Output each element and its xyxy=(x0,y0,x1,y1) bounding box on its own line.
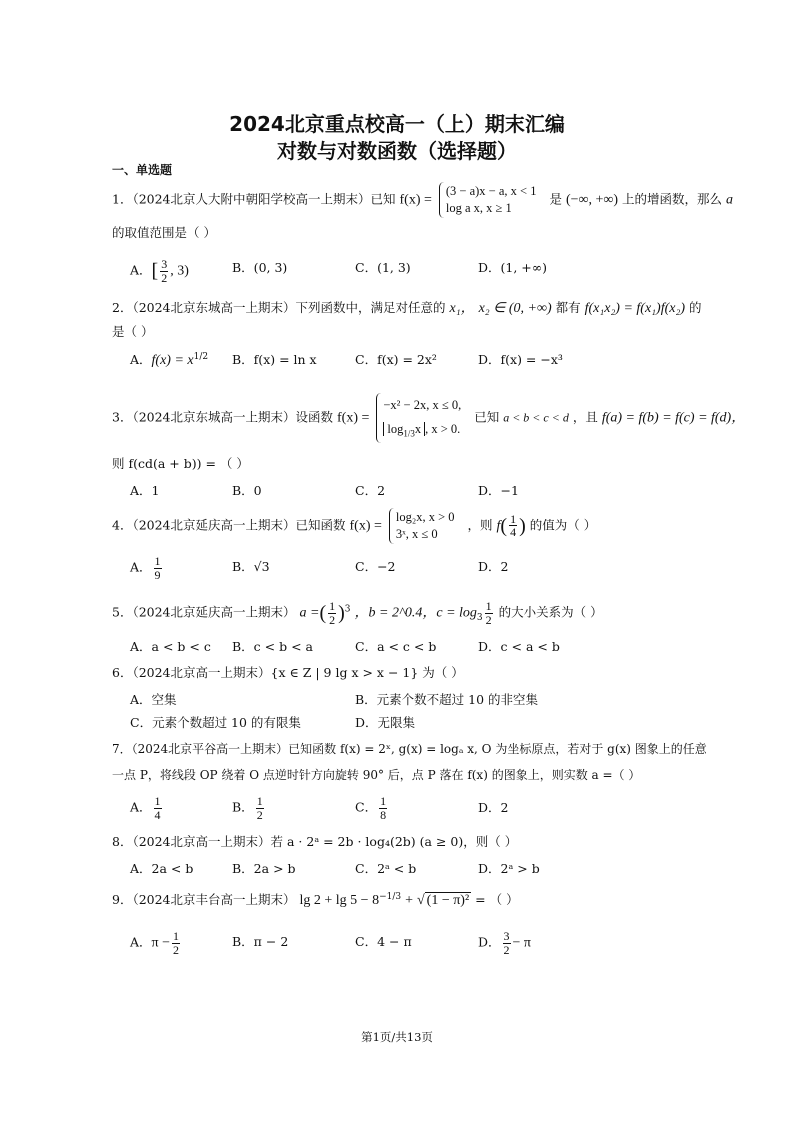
question-5: 5．（2024北京延庆高一上期末） a =( $\frac{1}{2}$ )$^3$ ，b = 2^0.4，$c = \log_3$ $\frac{1}{2}$ 的大小关系为（ ） xyxy=(112,599,603,627)
q7-option-c: C． $\frac{1}{8}$ xyxy=(355,794,387,822)
q6-option-c: C．元素个数超过 10 的有限集 xyxy=(130,715,301,730)
piecewise-brace: (3 − a)x − a, x < 1 log a x, x ≥ 1 xyxy=(439,182,543,218)
q2-option-c: C．f(x) = 2x² xyxy=(355,352,437,367)
q1-option-c: C．(1, 3) xyxy=(355,260,411,275)
q8-option-b: B．2a > b xyxy=(232,861,296,876)
q7-option-d: D．2 xyxy=(478,800,509,815)
q5-option-c: C．a < c < b xyxy=(355,639,437,654)
q1-option-a: A．[ $\frac{3}{2}$ , 3) xyxy=(130,257,189,285)
q9-option-c: C．4 − π xyxy=(355,934,412,949)
q8-option-d: D．2ᵃ > b xyxy=(478,861,540,876)
piecewise-brace: log₂x, x > 0 3ˣ, x ≤ 0 xyxy=(389,508,461,544)
document-subtitle: 对数与对数函数（选择题） xyxy=(277,139,517,163)
question-3: 3．（2024北京东城高一上期末）设函数 f(x) = −x² − 2x, x ≤ 0, $\log_{1/3}x$ , x > 0. 已知 a < b < c < d ，且 f(a) = f(b) = f(c) = f(d)， xyxy=(112,393,745,443)
q6-option-a: A．空集 xyxy=(130,692,177,707)
question-2-line2: 是（ ） xyxy=(112,324,154,339)
q9-option-b: B．π − 2 xyxy=(232,934,289,949)
question-4: 4．（2024北京延庆高一上期末）已知函数 f(x) = log₂x, x > 0 3ˣ, x ≤ 0 ，则 f( $\frac{1}{4}$ ) 的值为（ ） xyxy=(112,508,596,544)
question-7-line2: 一点 P，将线段 OP 绕着 O 点逆时针方向旋转 90° 后，点 P 落在 f(x) 的图象上，则实数 a =（ ） xyxy=(112,768,641,782)
q7-option-b: B． $\frac{1}{2}$ xyxy=(232,794,263,822)
q8-option-a: A．2a < b xyxy=(130,861,194,876)
q9-option-d: D． $\frac{3}{2}$ − π xyxy=(478,929,531,957)
q8-option-c: C．2ᵃ < b xyxy=(355,861,417,876)
q4-option-b: B．√3 xyxy=(232,559,270,574)
q5-option-b: B．c < b < a xyxy=(232,639,313,654)
question-8: 8．（2024北京高一上期末）若 a · 2ᵃ = 2b · log₄(2b) (a ≥ 0)，则（ ） xyxy=(112,834,518,849)
question-2: 2．（2024北京东城高一上期末）下列函数中，满足对任意的 x₁， x₂ ∈ (0, +∞) 都有 f(x₁x₂) = f(x₁)f(x₂) 的 xyxy=(112,300,702,316)
page-footer: 第1页/共13页 xyxy=(361,1030,433,1044)
question-7: 7．（2024北京平谷高一上期末）已知函数 f(x) = 2ˣ, g(x) = logₐ x, O 为坐标原点，若对于 g(x) 图象上的任意 xyxy=(112,742,707,756)
q5-option-d: D．c < a < b xyxy=(478,639,560,654)
question-1: 1．（2024北京人大附中朝阳学校高一上期末）已知 f(x) = (3 − a)x − a, x < 1 log a x, x ≥ 1 是 (−∞, +∞) 上的增函数，那么 a xyxy=(112,182,733,218)
q2-option-d: D．f(x) = −x³ xyxy=(478,352,563,367)
q7-option-a: A． $\frac{1}{4}$ xyxy=(130,794,161,822)
q6-option-d: D．无限集 xyxy=(355,715,416,730)
q2-option-b: B．f(x) = ln x xyxy=(232,352,317,367)
piecewise-brace: −x² − 2x, x ≤ 0, $\log_{1/3}x$ , x > 0. xyxy=(376,393,467,443)
q1-option-d: D．(1, +∞) xyxy=(478,260,548,275)
q6-option-b: B．元素个数不超过 10 的非空集 xyxy=(355,692,539,707)
q3-option-b: B．0 xyxy=(232,483,262,498)
document-title: 2024北京重点校高一（上）期末汇编 xyxy=(229,112,565,136)
q3-option-a: A．1 xyxy=(130,483,160,498)
question-6: 6．（2024北京高一上期末）{x ∈ Z | 9 lg x > x − 1} 为（ ） xyxy=(112,665,464,680)
question-1-line2: 的取值范围是（ ） xyxy=(112,225,216,240)
question-9: 9．（2024北京丰台高一上期末） $\lg 2 + \lg 5 - 8^{-1/3}$ + √ (1 − π)² = （ ） xyxy=(112,891,519,908)
q3-option-d: D．−1 xyxy=(478,483,519,498)
q4-option-c: C．−2 xyxy=(355,559,396,574)
q4-option-a: A． $\frac{1}{9}$ xyxy=(130,554,161,582)
q2-option-a: A．$f(x) = x^{1/2}$ xyxy=(130,351,209,368)
q1-option-b: B．(0, 3) xyxy=(232,260,288,275)
q3-option-c: C．2 xyxy=(355,483,386,498)
q9-option-a: A．π − $\frac{1}{2}$ xyxy=(130,929,179,957)
section-heading: 一、单选题 xyxy=(112,163,173,177)
q4-option-d: D．2 xyxy=(478,559,509,574)
question-3-line2: 则 f(cd(a + b)) = （ ） xyxy=(112,456,249,471)
q5-option-a: A．a < b < c xyxy=(130,639,211,654)
